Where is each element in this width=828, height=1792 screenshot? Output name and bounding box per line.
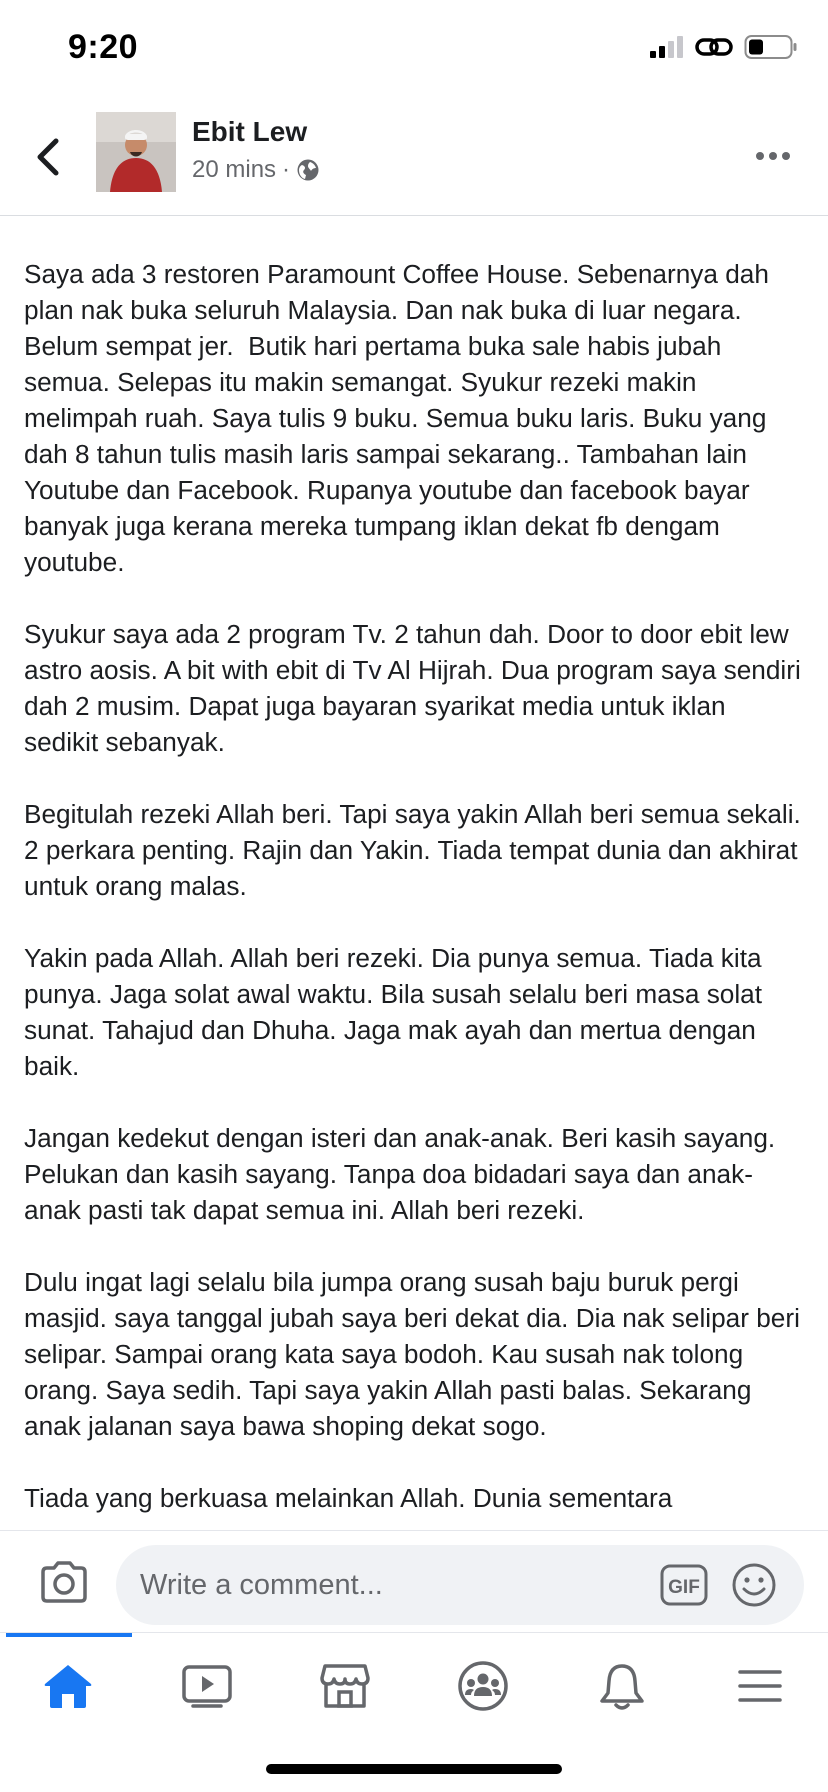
emoji-button[interactable] <box>730 1561 778 1609</box>
camera-button[interactable] <box>36 1557 92 1607</box>
svg-text:GIF: GIF <box>668 1577 700 1598</box>
status-bar <box>0 0 828 100</box>
avatar-image <box>96 112 176 192</box>
chevron-left-icon <box>34 137 62 177</box>
battery-icon <box>744 34 798 60</box>
bell-icon <box>598 1661 646 1711</box>
status-icons <box>648 34 798 60</box>
back-button[interactable] <box>30 132 66 182</box>
marketplace-icon <box>319 1662 371 1710</box>
post-meta <box>192 156 320 184</box>
comment-input[interactable] <box>140 1545 620 1625</box>
avatar[interactable] <box>96 112 176 192</box>
menu-icon <box>736 1666 784 1706</box>
more-options-button[interactable] <box>748 136 798 176</box>
groups-icon <box>457 1660 509 1712</box>
tab-notifications[interactable] <box>582 1651 662 1721</box>
link-icon <box>694 34 734 60</box>
emoji-icon <box>731 1562 777 1608</box>
tab-bar <box>0 1632 828 1743</box>
more-horizontal-icon <box>755 151 791 161</box>
comment-composer <box>0 1530 828 1633</box>
camera-icon <box>39 1560 89 1604</box>
active-tab-indicator <box>6 1633 132 1637</box>
post-paragraph-2: Syukur saya ada 2 program Tv. 2 tahun dah. Door to door ebit lew astro aosis. A bit with ebit di Tv Al Hijrah. Dua program saya sendiri dah 2 musim. Dapat juga bayaran syarikat media untuk iklan sedikit sebanyak. <box>24 619 809 757</box>
tab-menu[interactable] <box>720 1651 800 1721</box>
post-paragraph-5: Jangan kedekut dengan isteri dan anak-anak. Beri kasih sayang. Pelukan dan kasih sayang. Tanpa doa bidadari saya dan anak-anak pasti tak dapat semua ini. Allah beri rezeki. <box>24 1123 783 1225</box>
home-indicator[interactable] <box>266 1764 562 1774</box>
post-paragraph-1: Saya ada 3 restoren Paramount Coffee House. Sebenarnya dah plan nak buka seluruh Malaysia. Dan nak buka di luar negara. Belum sempat jer. Butik hari pertama buka sale habis jubah semua. Selepas itu makin semangat. Syukur rezeki makin melimpah ruah. Saya tulis 9 buku. Semua buku laris. Buku yang dah 8 tahun tulis masih laris sampai sekarang.. Tambahan lain Youtube dan Facebook. Rupanya youtube dan facebook bayar banyak juga kerana mereka tumpang iklan dekat fb dengam youtube. <box>24 259 777 577</box>
post-paragraph-4: Yakin pada Allah. Allah beri rezeki. Dia punya semua. Tiada kita punya. Jaga solat awal waktu. Bila susah selalu beri masa solat sunat. Tahajud dan Dhuha. Jaga mak ayah dan mertua dengan baik. <box>24 943 770 1081</box>
post-header <box>0 100 828 216</box>
post-body <box>24 256 809 1524</box>
tab-home[interactable] <box>28 1651 108 1721</box>
signal-icon <box>648 35 684 59</box>
tab-marketplace[interactable] <box>305 1651 385 1721</box>
post-paragraph-3: Begitulah rezeki Allah beri. Tapi saya yakin Allah beri semua sekali. 2 perkara penting. Rajin dan Yakin. Tiada tempat dunia dan akhirat untuk orang malas. <box>24 799 809 901</box>
video-icon <box>181 1664 233 1708</box>
home-icon <box>42 1662 94 1710</box>
comment-box <box>116 1545 804 1625</box>
tab-watch[interactable] <box>167 1651 247 1721</box>
gif-button[interactable] <box>660 1563 708 1607</box>
status-time: 9:20 <box>68 28 139 66</box>
tab-groups[interactable] <box>443 1651 523 1721</box>
author-name[interactable]: Ebit Lew <box>192 116 308 147</box>
post-time[interactable]: 20 mins <box>192 156 277 183</box>
gif-icon <box>660 1564 708 1606</box>
post-paragraph-6: Dulu ingat lagi selalu bila jumpa orang susah baju buruk pergi masjid. saya tanggal jubah saya beri dekat dia. Dia nak selipar beri selipar. Sampai orang kata saya bodoh. Kau susah nak tolong orang. Saya sedih. Tapi saya yakin Allah pasti balas. Sekarang anak jalanan saya bawa shoping dekat sogo. <box>24 1267 808 1441</box>
post-paragraph-7: Tiada yang berkuasa melainkan Allah. Dunia sementara <box>24 1483 673 1513</box>
meta-separator: · <box>282 156 291 183</box>
globe-icon <box>296 158 320 182</box>
